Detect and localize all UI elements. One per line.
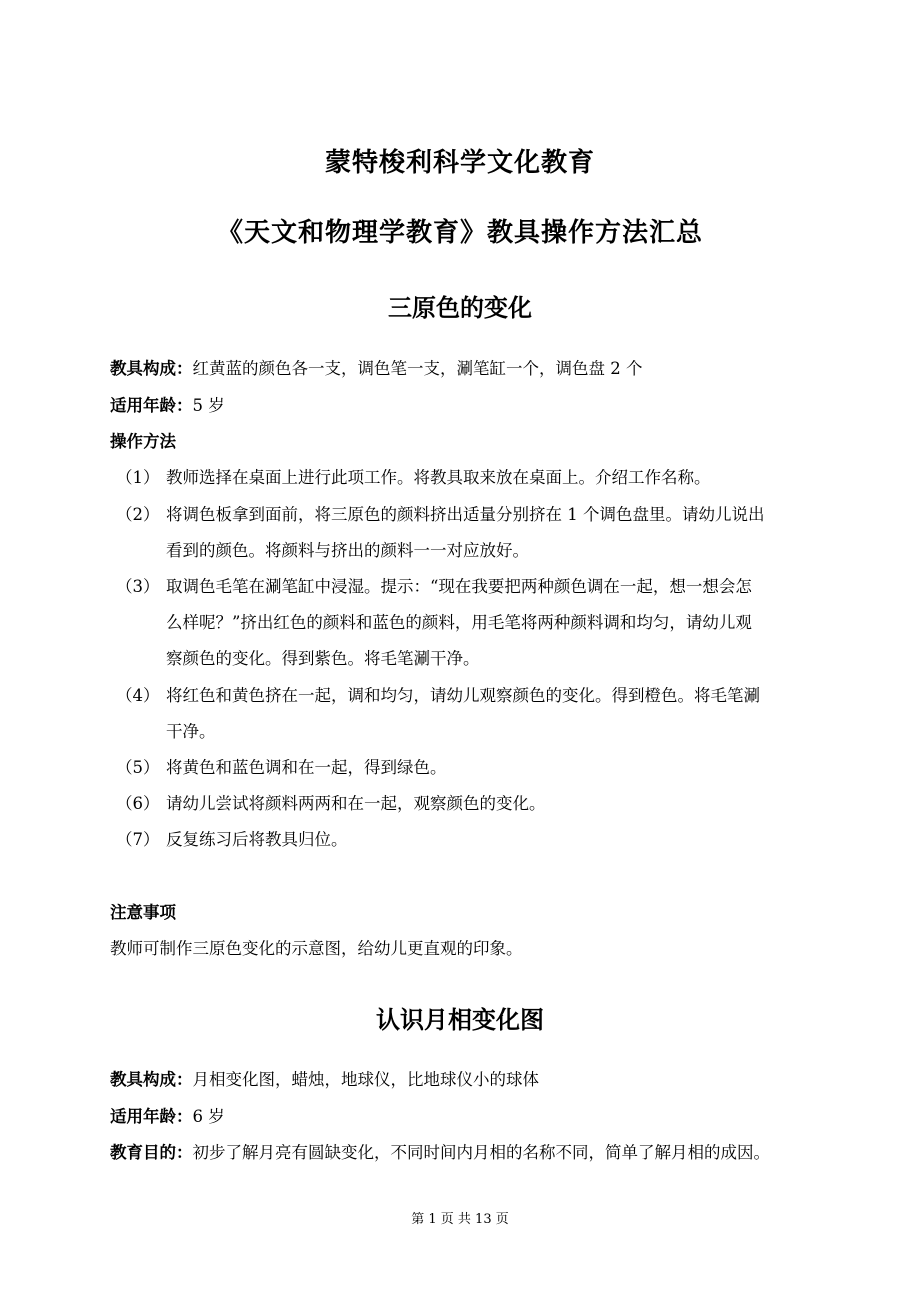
step-number: （5） (116, 758, 160, 777)
notes-label: 注意事项 (110, 903, 176, 922)
step-number: （7） (116, 830, 160, 849)
age-row (110, 396, 840, 416)
goal-label: 教育目的： (110, 1143, 193, 1162)
step-text: 请幼儿尝试将颜料两两和在一起，观察颜色的变化。 (166, 794, 546, 813)
age-value: 6 岁 (192, 1107, 225, 1126)
materials-value: 红黄蓝的颜色各一支，调色笔一支，涮笔缸一个，调色盘 2 个 (192, 359, 643, 378)
step-text: 看到的颜色。将颜料与挤出的颜料一一对应放好。 (166, 541, 529, 560)
step-text: 反复练习后将教具归位。 (166, 830, 348, 849)
step-number: （3） (116, 577, 160, 596)
materials-label: 教具构成： (110, 1070, 193, 1089)
page-number-footer: 第 1 页 共 13 页 (411, 1212, 509, 1227)
materials-value: 月相变化图，蜡烛，地球仪，比地球仪小的球体 (192, 1070, 539, 1089)
materials-row (110, 1070, 840, 1090)
method-heading (110, 432, 840, 452)
step-text: 教师选择在桌面上进行此项工作。将教具取来放在桌面上。介绍工作名称。 (166, 468, 711, 487)
goal-row (110, 1143, 840, 1163)
step-text: 将黄色和蓝色调和在一起，得到绿色。 (166, 758, 447, 777)
step-text: 干净。 (166, 722, 216, 741)
section-title-primary-colors: 三原色的变化 (388, 294, 532, 322)
notes-heading (110, 903, 840, 923)
step-text: 将调色板拿到面前，将三原色的颜料挤出适量分别挤在 1 个调色盘里。请幼儿说出 (166, 505, 765, 524)
step-text: 么样呢？”挤出红色的颜料和蓝色的颜料，用毛笔将两种颜料调和均匀，请幼儿观 (166, 613, 752, 632)
step-number: （4） (116, 686, 160, 705)
goal-value: 初步了解月亮有圆缺变化，不同时间内月相的名称不同，简单了解月相的成因。 (192, 1143, 770, 1162)
age-row (110, 1107, 840, 1127)
method-label: 操作方法 (110, 432, 176, 451)
materials-label: 教具构成： (110, 359, 193, 378)
materials-row (110, 359, 840, 379)
step-number: （1） (116, 468, 160, 487)
age-value: 5 岁 (192, 396, 225, 415)
step-text: 察颜色的变化。得到紫色。将毛笔涮干净。 (166, 649, 480, 668)
document-subtitle: 《天文和物理学教育》教具操作方法汇总 (216, 218, 703, 248)
notes-text: 教师可制作三原色变化的示意图，给幼儿更直观的印象。 (110, 939, 523, 958)
step-text: 将红色和黄色挤在一起，调和均匀，请幼儿观察颜色的变化。得到橙色。将毛笔涮 (166, 686, 760, 705)
step-number: （6） (116, 794, 160, 813)
age-label: 适用年龄： (110, 1107, 193, 1126)
document-title: 蒙特梭利科学文化教育 (324, 148, 595, 178)
step-text: 取调色毛笔在涮笔缸中浸湿。提示：“现在我要把两种颜色调在一起，想一想会怎 (166, 577, 752, 596)
age-label: 适用年龄： (110, 396, 193, 415)
section-title-moon-phases: 认识月相变化图 (376, 1006, 544, 1034)
step-number: （2） (116, 505, 160, 524)
